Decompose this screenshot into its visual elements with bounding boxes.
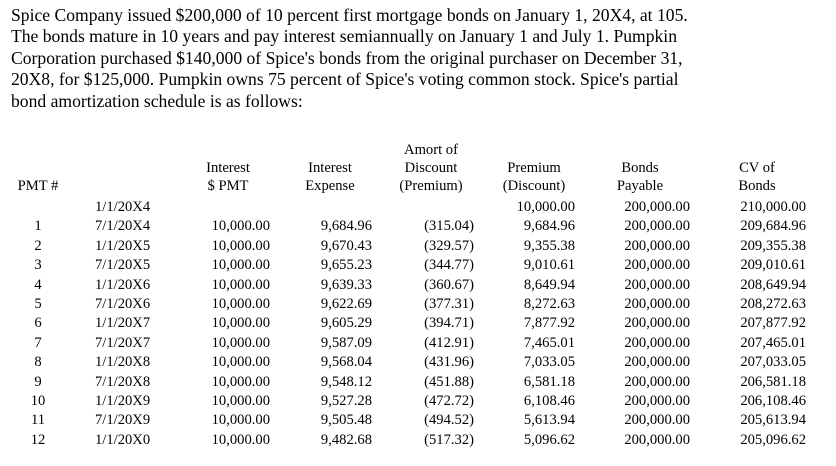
- cell-interest-expense: 9,548.12: [320, 373, 372, 390]
- cell-amort: (315.04): [424, 218, 474, 235]
- cell-date: 1/1/20X4: [95, 199, 151, 215]
- header-interest-expense: Interest: [308, 160, 352, 176]
- cell-cv: 207,877.92: [740, 315, 806, 332]
- header-interest-pmt: Interest: [206, 160, 250, 176]
- cell-pmt: 5: [34, 296, 42, 312]
- header-pmt: PMT #: [17, 178, 59, 194]
- header-cv: Bonds: [738, 178, 776, 194]
- cell-premium: 7,465.01: [523, 334, 575, 351]
- cell-premium: 5,613.94: [523, 412, 575, 429]
- cell-cv: 210,000.00: [740, 199, 806, 215]
- cell-premium: 7,033.05: [523, 354, 575, 371]
- cell-cv: 206,581.18: [740, 373, 806, 390]
- cell-date: 1/1/20X7: [95, 315, 151, 332]
- cell-bonds-payable: 200,000.00: [624, 237, 690, 254]
- cell-amort: (431.96): [424, 354, 474, 371]
- cell-cv: 206,108.46: [740, 393, 806, 409]
- cell-bonds-payable: 200,000.00: [624, 412, 690, 429]
- cell-bonds-payable: 200,000.00: [624, 276, 690, 293]
- cell-bonds-payable: 200,000.00: [624, 334, 690, 351]
- cell-cv: 209,010.61: [740, 257, 806, 274]
- cell-cv: 208,649.94: [740, 276, 806, 293]
- cell-bonds-payable: 200,000.00: [624, 354, 690, 371]
- cell-pmt: 3: [34, 257, 42, 274]
- cell-interest-pmt: 10,000.00: [211, 393, 270, 409]
- header-cv: CV of: [739, 160, 775, 176]
- cell-interest-expense: 9,684.96: [320, 218, 372, 235]
- cell-premium: 9,684.96: [523, 218, 575, 235]
- cell-interest-expense: 9,605.29: [320, 315, 372, 332]
- problem-line: bond amortization schedule is as follows:: [11, 90, 303, 111]
- cell-interest-pmt: 10,000.00: [211, 296, 270, 312]
- cell-premium: 7,877.92: [523, 315, 575, 332]
- cell-interest-expense: 9,655.23: [320, 257, 372, 274]
- cell-amort: (329.57): [424, 237, 474, 254]
- cell-cv: 209,684.96: [740, 218, 806, 235]
- cell-bonds-payable: 200,000.00: [624, 257, 690, 274]
- cell-interest-expense: 9,505.48: [320, 412, 372, 429]
- cell-amort: (451.88): [424, 373, 474, 390]
- cell-interest-pmt: 10,000.00: [211, 276, 270, 293]
- cell-premium: 8,272.63: [523, 296, 575, 312]
- cell-date: 1/1/20X0: [95, 431, 151, 448]
- cell-pmt: 2: [34, 237, 42, 254]
- cell-date: 1/1/20X6: [95, 276, 151, 293]
- cell-amort: (494.52): [424, 412, 474, 429]
- cell-bonds-payable: 200,000.00: [624, 373, 690, 390]
- cell-pmt: 6: [34, 315, 42, 332]
- cell-bonds-payable: 200,000.00: [624, 315, 690, 332]
- cell-interest-pmt: 10,000.00: [211, 315, 270, 332]
- header-bonds-payable: Bonds: [621, 160, 659, 176]
- cell-date: 7/1/20X9: [95, 412, 151, 429]
- cell-bonds-payable: 200,000.00: [624, 218, 690, 235]
- cell-interest-pmt: 10,000.00: [211, 218, 270, 235]
- header-premium: (Discount): [502, 178, 566, 194]
- cell-premium: 6,108.46: [523, 393, 575, 409]
- cell-interest-expense: 9,670.43: [320, 237, 372, 254]
- cell-amort: (360.67): [424, 276, 474, 293]
- cell-interest-pmt: 10,000.00: [211, 237, 270, 254]
- cell-date: 7/1/20X6: [95, 296, 151, 312]
- cell-interest-expense: 9,622.69: [320, 296, 372, 312]
- cell-premium: 9,010.61: [523, 257, 575, 274]
- problem-line: Corporation purchased $140,000 of Spice's bonds from the original purchaser on December 31,: [11, 47, 683, 68]
- cell-premium: 8,649.94: [523, 276, 575, 293]
- cell-pmt: 12: [30, 431, 46, 448]
- problem-line: The bonds mature in 10 years and pay interest semiannually on January 1 and July 1. Pumpkin: [11, 26, 677, 47]
- cell-interest-pmt: 10,000.00: [211, 431, 270, 448]
- cell-premium: 10,000.00: [516, 199, 575, 215]
- cell-amort: (517.32): [424, 431, 474, 448]
- cell-cv: 207,465.01: [740, 334, 806, 351]
- cell-interest-expense: 9,587.09: [320, 334, 372, 351]
- cell-premium: 6,581.18: [523, 373, 575, 390]
- header-interest-pmt: $ PMT: [207, 178, 249, 194]
- cell-date: 7/1/20X5: [95, 257, 151, 274]
- header-premium: Premium: [507, 160, 561, 176]
- cell-bonds-payable: 200,000.00: [624, 431, 690, 448]
- cell-interest-expense: 9,568.04: [320, 354, 372, 371]
- cell-interest-pmt: 10,000.00: [211, 412, 270, 429]
- cell-date: 1/1/20X9: [95, 393, 151, 409]
- cell-premium: 9,355.38: [523, 237, 575, 254]
- cell-date: 1/1/20X8: [95, 354, 151, 371]
- cell-amort: (344.77): [424, 257, 474, 274]
- cell-date: 7/1/20X7: [95, 334, 151, 351]
- cell-cv: 205,096.62: [740, 431, 806, 448]
- cell-interest-pmt: 10,000.00: [211, 257, 270, 274]
- cell-pmt: 9: [34, 373, 42, 390]
- cell-pmt: 7: [34, 334, 42, 351]
- cell-interest-pmt: 10,000.00: [211, 334, 270, 351]
- cell-date: 7/1/20X8: [95, 373, 151, 390]
- cell-interest-pmt: 10,000.00: [211, 354, 270, 371]
- header-amort: (Premium): [399, 178, 463, 194]
- header-amort: Amort of: [404, 142, 458, 158]
- cell-interest-pmt: 10,000.00: [211, 373, 270, 390]
- cell-bonds-payable: 200,000.00: [624, 393, 690, 409]
- cell-premium: 5,096.62: [523, 431, 575, 448]
- cell-bonds-payable: 200,000.00: [624, 199, 690, 215]
- cell-amort: (472.72): [424, 393, 474, 409]
- cell-pmt: 4: [34, 276, 42, 293]
- cell-interest-expense: 9,527.28: [320, 393, 372, 409]
- cell-cv: 208,272.63: [740, 296, 806, 312]
- header-bonds-payable: Payable: [616, 178, 664, 194]
- cell-pmt: 10: [30, 393, 46, 409]
- cell-interest-expense: 9,639.33: [320, 276, 372, 293]
- cell-cv: 205,613.94: [740, 412, 806, 429]
- cell-amort: (394.71): [424, 315, 474, 332]
- problem-line: 20X8, for $125,000. Pumpkin owns 75 percent of Spice's voting common stock. Spice's partial: [11, 69, 679, 90]
- cell-date: 1/1/20X5: [95, 237, 151, 254]
- cell-interest-expense: 9,482.68: [320, 431, 372, 448]
- header-interest-expense: Expense: [305, 178, 355, 194]
- problem-line: Spice Company issued $200,000 of 10 percent first mortgage bonds on January 1, 20X4, at 105.: [11, 5, 688, 25]
- cell-pmt: 8: [34, 354, 42, 371]
- cell-amort: (412.91): [424, 334, 474, 351]
- header-amort: Discount: [404, 160, 458, 176]
- cell-pmt: 11: [30, 412, 46, 429]
- cell-date: 7/1/20X4: [95, 218, 151, 235]
- cell-amort: (377.31): [424, 296, 474, 312]
- cell-bonds-payable: 200,000.00: [624, 296, 690, 312]
- cell-cv: 209,355.38: [740, 237, 806, 254]
- cell-pmt: 1: [34, 218, 42, 235]
- cell-cv: 207,033.05: [740, 354, 806, 371]
